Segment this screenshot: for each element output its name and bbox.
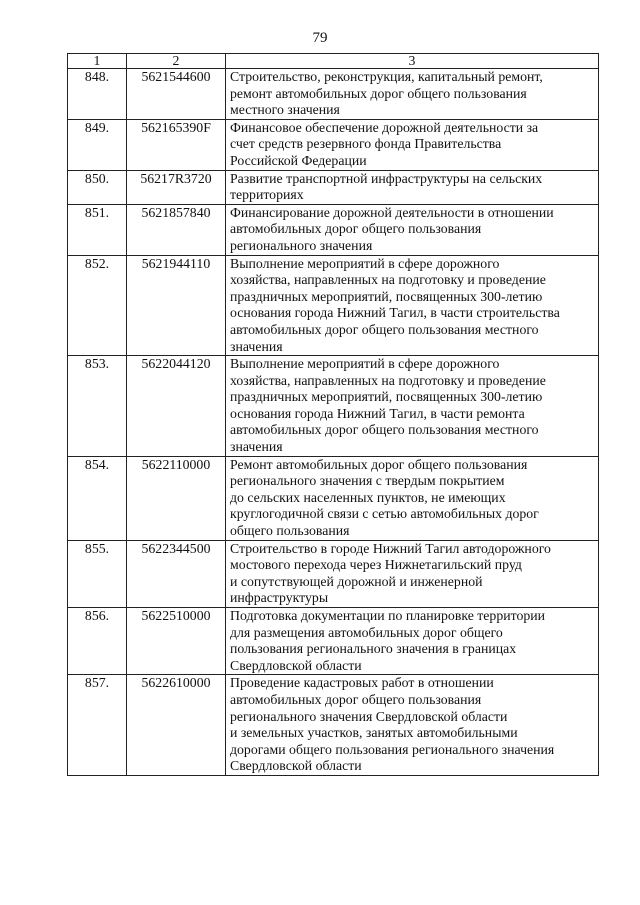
row-description: [226, 540, 599, 607]
row-number: 854.: [68, 456, 127, 540]
budget-code: 5621944110: [127, 255, 226, 356]
table-row: [68, 69, 599, 120]
budget-code: 56217R3720: [127, 170, 226, 204]
description-line: пользования регионального значения в границах: [230, 641, 517, 657]
description-line: автомобильных дорог общего пользования: [230, 221, 482, 237]
row-description: [226, 356, 599, 457]
description-line: ремонт автомобильных дорог общего пользования: [230, 85, 527, 101]
budget-code: 5621857840: [127, 204, 226, 255]
description-line: основания города Нижний Тагил, в части строительства: [230, 305, 560, 321]
description-line: Выполнение мероприятий в сфере дорожного: [230, 255, 500, 271]
description-line: территориях: [230, 187, 304, 203]
description-line: хозяйства, направленных на подготовку и проведение: [230, 272, 546, 288]
budget-code: 5622610000: [127, 675, 226, 776]
description-line: Подготовка документации по планировке территории: [230, 608, 546, 623]
description-line: круглогодичной связи с сетью автомобильных дорог: [230, 506, 539, 522]
description-line: праздничных мероприятий, посвященных 300-летию: [230, 288, 543, 304]
description-line: значения: [230, 338, 283, 354]
row-description: [226, 675, 599, 776]
description-line: инфраструктуры: [230, 590, 329, 606]
description-line: праздничных мероприятий, посвященных 300-летию: [230, 389, 543, 405]
budget-code: 5622344500: [127, 540, 226, 607]
description-line: автомобильных дорог общего пользования местного: [230, 321, 539, 337]
description-line: Свердловской области: [230, 657, 362, 673]
row-description: [226, 69, 599, 120]
description-line: дорогами общего пользования регионального значения: [230, 741, 555, 757]
table-row: [68, 356, 599, 457]
description-line: значения: [230, 439, 283, 455]
table-row: [68, 204, 599, 255]
row-description: [226, 255, 599, 356]
row-number: 856.: [68, 608, 127, 675]
budget-code: 5621544600: [127, 69, 226, 120]
row-number: 848.: [68, 69, 127, 120]
description-line: Ремонт автомобильных дорог общего пользования: [230, 456, 528, 472]
description-line: хозяйства, направленных на подготовку и проведение: [230, 372, 546, 388]
row-number: 853.: [68, 356, 127, 457]
description-line: Финансовое обеспечение дорожной деятельности за: [230, 119, 539, 135]
description-line: регионального значения с твердым покрытием: [230, 473, 505, 489]
row-number: 849.: [68, 119, 127, 170]
row-description: [226, 204, 599, 255]
description-line: Выполнение мероприятий в сфере дорожного: [230, 356, 500, 372]
description-line: Свердловской области: [230, 758, 362, 774]
description-line: автомобильных дорог общего пользования местного: [230, 422, 539, 438]
budget-code: 5622110000: [127, 456, 226, 540]
budget-code: 562165390F: [127, 119, 226, 170]
table-row: [68, 255, 599, 356]
row-number: 850.: [68, 170, 127, 204]
description-line: автомобильных дорог общего пользования: [230, 691, 482, 707]
description-line: Строительство, реконструкция, капитальный ремонт,: [230, 69, 543, 84]
budget-code: 5622044120: [127, 356, 226, 457]
row-number: 857.: [68, 675, 127, 776]
budget-code-table: [67, 53, 599, 776]
row-description: [226, 456, 599, 540]
row-description: [226, 608, 599, 675]
description-line: Проведение кадастровых работ в отношении: [230, 675, 494, 691]
page-number: 79: [312, 30, 328, 46]
table-row: [68, 540, 599, 607]
description-line: Финансирование дорожной деятельности в отношении: [230, 204, 554, 220]
row-number: 851.: [68, 204, 127, 255]
description-line: общего пользования: [230, 523, 350, 539]
table-row: [68, 119, 599, 170]
row-number: 855.: [68, 540, 127, 607]
description-line: регионального значения: [230, 237, 373, 253]
description-line: Строительство в городе Нижний Тагил автодорожного: [230, 540, 551, 556]
description-line: местного значения: [230, 102, 340, 118]
table-row: [68, 170, 599, 204]
table-row: [68, 456, 599, 540]
description-line: основания города Нижний Тагил, в части ремонта: [230, 405, 525, 421]
description-line: регионального значения Свердловской области: [230, 708, 508, 724]
description-line: Развитие транспортной инфраструктуры на сельских: [230, 170, 543, 186]
column-header-1: 1: [68, 54, 127, 69]
table-row: [68, 608, 599, 675]
table-header-row: [68, 54, 599, 69]
description-line: для размещения автомобильных дорог общего: [230, 624, 503, 640]
description-line: Российской Федерации: [230, 152, 367, 168]
description-line: и земельных участков, занятых автомобильными: [230, 725, 518, 741]
description-line: и сопутствующей дорожной и инженерной: [230, 573, 483, 589]
row-description: [226, 119, 599, 170]
column-header-2: 2: [127, 54, 226, 69]
table-row: [68, 675, 599, 776]
row-description: [226, 170, 599, 204]
budget-code: 5622510000: [127, 608, 226, 675]
description-line: мостового перехода через Нижнетагильский пруд: [230, 557, 522, 573]
row-number: 852.: [68, 255, 127, 356]
column-header-3: 3: [226, 54, 599, 69]
description-line: до сельских населенных пунктов, не имеющих: [230, 489, 506, 505]
description-line: счет средств резервного фонда Правительства: [230, 136, 502, 152]
